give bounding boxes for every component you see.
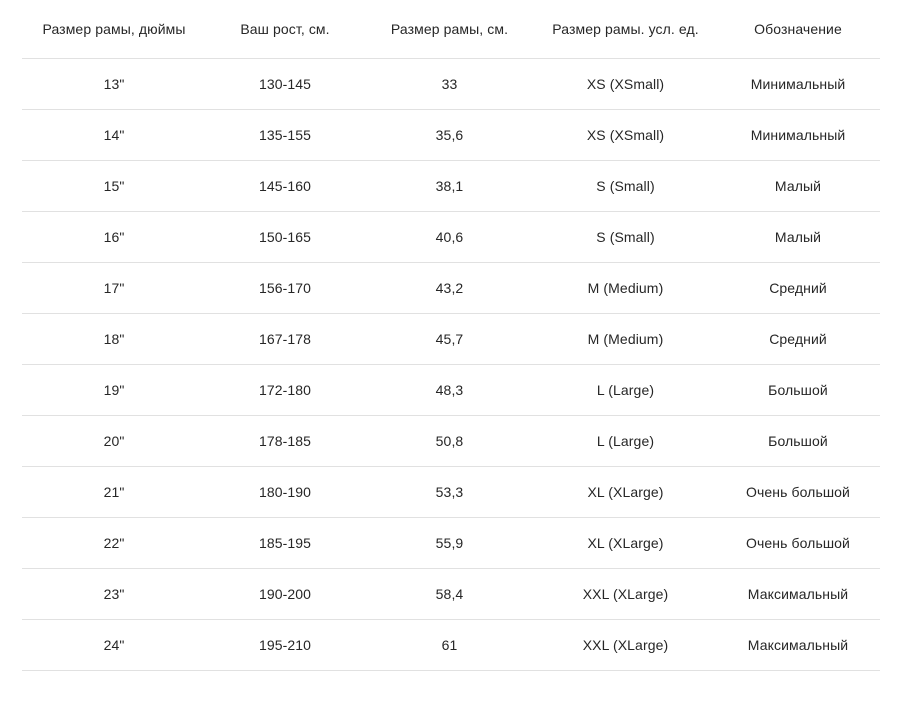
table-cell: XXL (XLarge) <box>582 637 669 653</box>
table-cell: Очень большой <box>746 535 850 551</box>
table-cell: 61 <box>441 637 458 653</box>
table-row <box>22 110 880 161</box>
table-cell: 14" <box>103 127 125 143</box>
table-row <box>22 59 880 110</box>
table-cell: 135-155 <box>258 127 312 143</box>
table-row <box>22 569 880 620</box>
table-cell: Максимальный <box>747 637 849 653</box>
table-cell: 18" <box>103 331 125 347</box>
table-cell: 13" <box>103 76 125 92</box>
table-row <box>22 161 880 212</box>
table-cell: 150-165 <box>258 229 312 245</box>
table-body <box>22 59 880 671</box>
table-row <box>22 518 880 569</box>
table-cell: Средний <box>769 280 827 296</box>
table-cell: XXL (XLarge) <box>582 586 669 602</box>
table-row <box>22 212 880 263</box>
table-cell: Малый <box>774 229 822 245</box>
table-cell: 145-160 <box>258 178 312 194</box>
table-cell: Большой <box>768 433 828 449</box>
table-cell: 180-190 <box>258 484 312 500</box>
table-cell: S (Small) <box>596 229 655 245</box>
table-cell: 185-195 <box>258 535 312 551</box>
column-header-frame-size-units: Размер рамы. усл. ед. <box>552 21 699 37</box>
table-row <box>22 416 880 467</box>
table-row <box>22 620 880 671</box>
column-header-designation: Обозначение <box>754 21 842 37</box>
table-header-row <box>22 0 880 59</box>
table-cell: 21" <box>103 484 125 500</box>
table-cell: 190-200 <box>258 586 312 602</box>
table-cell: 178-185 <box>258 433 312 449</box>
column-header-frame-size-inches: Размер рамы, дюймы <box>42 21 186 37</box>
table-cell: S (Small) <box>596 178 655 194</box>
table-cell: 156-170 <box>258 280 312 296</box>
column-header-frame-size-cm: Размер рамы, см. <box>390 21 509 37</box>
table-cell: 38,1 <box>435 178 464 194</box>
table-row <box>22 467 880 518</box>
table-cell: 33 <box>441 76 458 92</box>
table-cell: Минимальный <box>750 127 846 143</box>
table-cell: XS (XSmall) <box>586 76 665 92</box>
table-cell: Минимальный <box>750 76 846 92</box>
table-cell: 172-180 <box>258 382 312 398</box>
table-cell: Малый <box>774 178 822 194</box>
table-cell: 17" <box>103 280 125 296</box>
table-cell: Очень большой <box>746 484 850 500</box>
table-cell: 167-178 <box>258 331 312 347</box>
table-cell: 130-145 <box>258 76 312 92</box>
table-cell: 16" <box>103 229 125 245</box>
table-cell: 24" <box>103 637 125 653</box>
table-cell: 50,8 <box>435 433 464 449</box>
table-cell: Большой <box>768 382 828 398</box>
table-cell: 43,2 <box>435 280 464 296</box>
table-cell: 55,9 <box>435 535 464 551</box>
table-cell: 40,6 <box>435 229 464 245</box>
table-cell: XL (XLarge) <box>587 535 664 551</box>
table-header <box>22 0 880 59</box>
table-row <box>22 365 880 416</box>
table-cell: 20" <box>103 433 125 449</box>
table-cell: XS (XSmall) <box>586 127 665 143</box>
table-cell: M (Medium) <box>587 280 664 296</box>
table-cell: 195-210 <box>258 637 312 653</box>
table-cell: L (Large) <box>596 433 655 449</box>
table-cell: Средний <box>769 331 827 347</box>
table-cell: 35,6 <box>435 127 464 143</box>
table-cell: 58,4 <box>435 586 464 602</box>
table-cell: M (Medium) <box>587 331 664 347</box>
table-row <box>22 314 880 365</box>
table-row <box>22 263 880 314</box>
table-cell: 22" <box>103 535 125 551</box>
table-cell: L (Large) <box>596 382 655 398</box>
table-cell: Максимальный <box>747 586 849 602</box>
table-cell: 48,3 <box>435 382 464 398</box>
table-cell: 53,3 <box>435 484 464 500</box>
column-header-rider-height-cm: Ваш рост, см. <box>240 21 330 37</box>
table-cell: 19" <box>103 382 125 398</box>
table-cell: 45,7 <box>435 331 464 347</box>
table-cell: XL (XLarge) <box>587 484 664 500</box>
table-cell: 23" <box>103 586 125 602</box>
frame-size-table <box>22 0 880 671</box>
table-cell: 15" <box>103 178 125 194</box>
